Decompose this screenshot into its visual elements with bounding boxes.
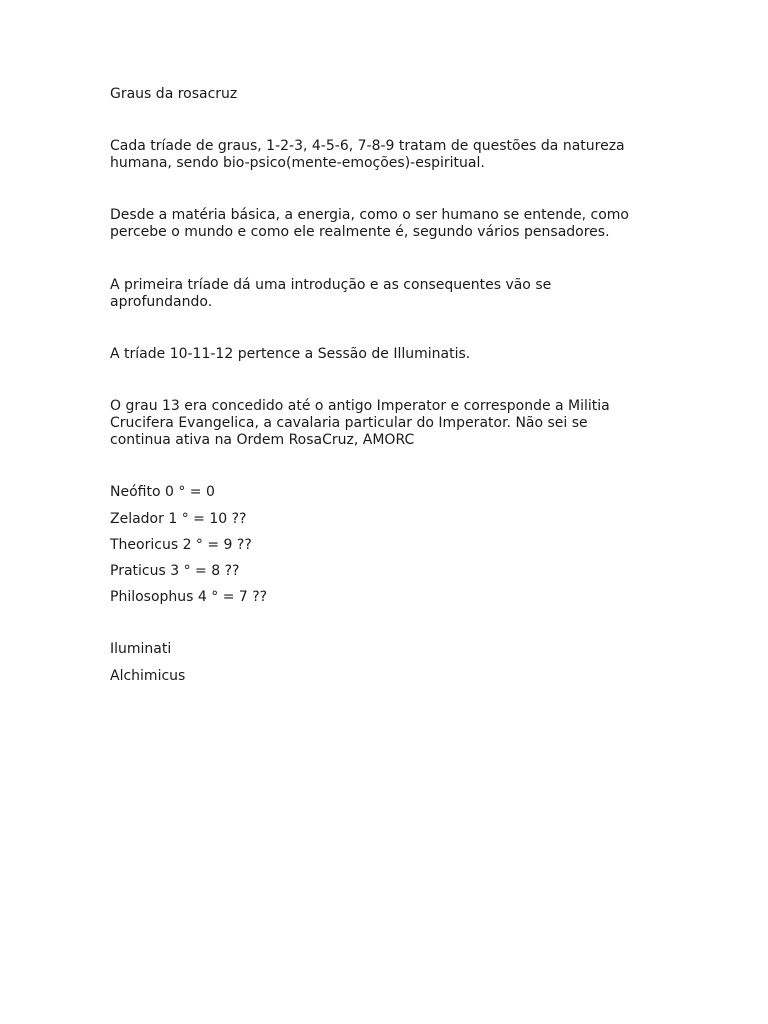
paragraph-line: A primeira tríade dá uma introdução e as consequentes vão se (110, 277, 552, 293)
paragraph-line: O grau 13 era concedido até o antigo Imperator e corresponde a Militia (110, 398, 610, 414)
paragraph-line: Cada tríade de graus, 1-2-3, 4-5-6, 7-8-9 tratam de questões da natureza (110, 138, 625, 154)
paragraph-triads (110, 138, 670, 172)
paragraph-line: continua ativa na Ordem RosaCruz, AMORC (110, 432, 415, 448)
grade-list-item: Praticus 3 ° = 8 ?? (110, 563, 240, 579)
paragraph-triad-10-11-12: A tríade 10-11-12 pertence a Sessão de Illuminatis. (110, 346, 471, 362)
paragraph-line: Desde a matéria básica, a energia, como o ser humano se entende, como (110, 207, 629, 223)
paragraph-grade-13 (110, 398, 670, 449)
paragraph-line: humana, sendo bio-psico(mente-emoções)-espiritual. (110, 155, 485, 171)
paragraph-line: Crucifera Evangelica, a cavalaria particular do Imperator. Não sei se (110, 415, 588, 431)
paragraph-matter (110, 207, 670, 241)
paragraph-first-triad (110, 277, 670, 311)
paragraph-line: percebe o mundo e como ele realmente é, segundo vários pensadores. (110, 224, 610, 240)
grade-list-item: Theoricus 2 ° = 9 ?? (110, 537, 252, 553)
paragraph-line: aprofundando. (110, 294, 213, 310)
grade-list-item: Neófito 0 ° = 0 (110, 484, 215, 500)
order-list-item: Iluminati (110, 641, 172, 657)
document-title: Graus da rosacruz (110, 86, 238, 102)
grade-list-item: Zelador 1 ° = 10 ?? (110, 511, 247, 527)
order-list-item: Alchimicus (110, 668, 186, 684)
grade-list-item: Philosophus 4 ° = 7 ?? (110, 589, 268, 605)
